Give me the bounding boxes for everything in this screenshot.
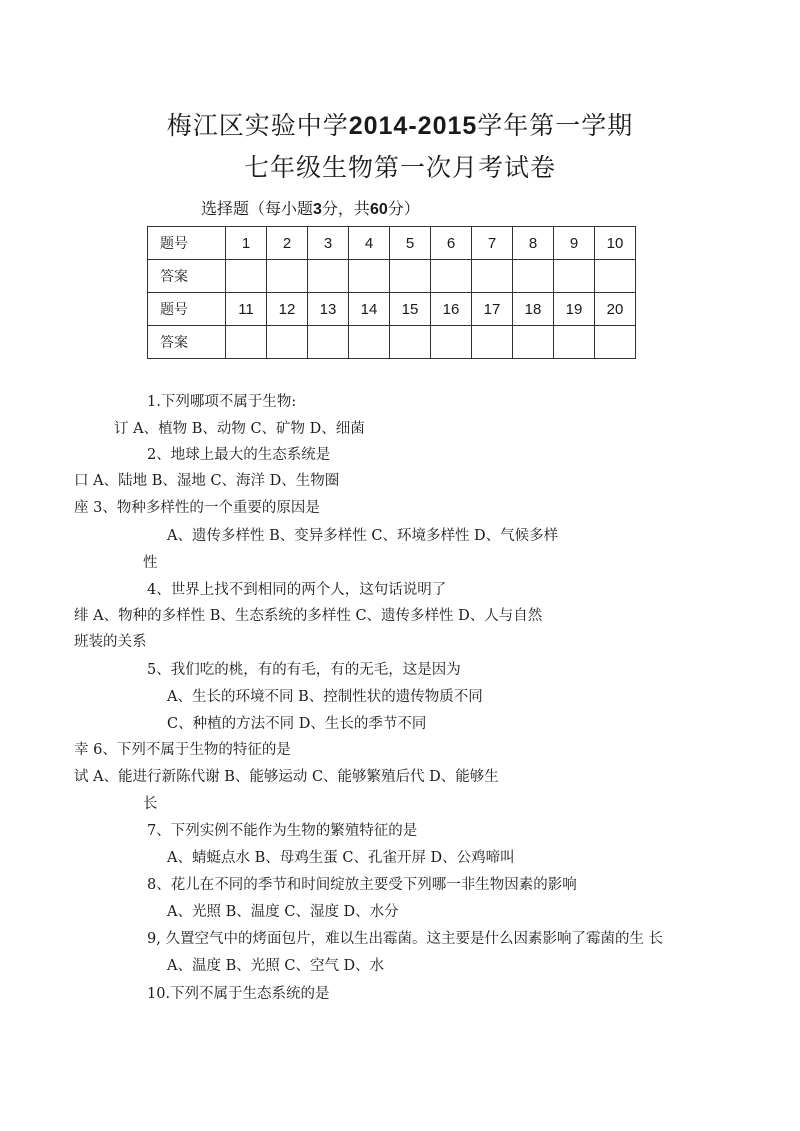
question-1: 1.下列哪项不属于生物: [147, 394, 297, 410]
answer-cell[interactable] [308, 326, 349, 359]
answer-cell[interactable] [554, 326, 595, 359]
question-number: 16 [431, 293, 472, 326]
exam-title-line1: 梅江区实验中学2014-2015学年第一学期 [166, 111, 634, 140]
question-number: 13 [308, 293, 349, 326]
question-3: 座 3、物种多样性的一个重要的原因是 [74, 500, 320, 516]
question-10: 10.下列不属于生态系统的是 [147, 986, 330, 1002]
answer-cell[interactable] [513, 326, 554, 359]
question-3-options-cont: 性 [143, 555, 158, 571]
question-5-options-cd: C、种植的方法不同 D、生长的季节不同 [167, 716, 427, 732]
question-number: 19 [554, 293, 595, 326]
answer-cell[interactable] [308, 260, 349, 293]
question-8-options: A、光照 B、温度 C、湿度 D、水分 [167, 904, 399, 920]
question-number: 1 [226, 227, 267, 260]
question-number: 17 [472, 293, 513, 326]
answer-cell[interactable] [472, 260, 513, 293]
question-5: 5、我们吃的桃，有的有毛，有的无毛，这是因为 [147, 662, 461, 678]
answer-cell[interactable] [554, 260, 595, 293]
question-number: 4 [349, 227, 390, 260]
question-4: 4、世界上找不到相同的两个人，这句话说明了 [147, 582, 447, 598]
question-9: 9, 久置空气中的烤面包片，难以生出霉菌。这主要是什么因素影响了霉菌的生 长 [147, 931, 664, 947]
exam-title-line2: 七年级生物第一次月考试卷 [243, 153, 556, 182]
row-label: 答案 [148, 326, 226, 359]
question-number: 15 [390, 293, 431, 326]
question-number: 11 [226, 293, 267, 326]
answer-cell[interactable] [226, 260, 267, 293]
answer-cell[interactable] [349, 260, 390, 293]
answer-cell[interactable] [472, 326, 513, 359]
question-2: 2、地球上最大的生态系统是 [147, 447, 331, 463]
question-6: 幸 6、下列不属于生物的特征的是 [74, 742, 291, 758]
question-number: 3 [308, 227, 349, 260]
question-5-options-ab: A、生长的环境不同 B、控制性状的遗传物质不同 [167, 689, 483, 705]
row-label: 题号 [148, 293, 226, 326]
question-9-options: A、温度 B、光照 C、空气 D、水 [167, 958, 385, 974]
answer-cell[interactable] [595, 260, 636, 293]
question-number: 8 [513, 227, 554, 260]
question-6-options-cont: 长 [143, 796, 158, 812]
question-number: 10 [595, 227, 636, 260]
question-number: 6 [431, 227, 472, 260]
table-row [148, 293, 636, 326]
question-4-options: 绯 A、物种的多样性 B、生态系统的多样性 C、遗传多样性 D、人与自然 [74, 608, 543, 624]
question-1-options: 订 A、植物 B、动物 C、矿物 D、细菌 [114, 421, 365, 437]
question-7: 7、下列实例不能作为生物的繁殖特征的是 [147, 823, 418, 839]
question-4-options-cont: 班装的关系 [74, 634, 147, 650]
question-number: 5 [390, 227, 431, 260]
question-number: 14 [349, 293, 390, 326]
question-number: 20 [595, 293, 636, 326]
table-row [148, 260, 636, 293]
row-label: 题号 [148, 227, 226, 260]
answer-cell[interactable] [595, 326, 636, 359]
question-3-options: A、遗传多样性 B、变异多样性 C、环境多样性 D、气候多样 [167, 528, 559, 544]
question-number: 18 [513, 293, 554, 326]
answer-cell[interactable] [267, 260, 308, 293]
question-7-options: A、蜻蜓点水 B、母鸡生蛋 C、孔雀开屏 D、公鸡啼叫 [167, 850, 515, 866]
answer-cell[interactable] [226, 326, 267, 359]
question-8: 8、花儿在不同的季节和时间绽放主要受下列哪一非生物因素的影响 [147, 877, 577, 893]
section-heading: 选择题（每小题3分，共60分） [201, 199, 420, 218]
table-row [148, 326, 636, 359]
question-6-options: 试 A、能进行新陈代谢 B、能够运动 C、能够繁殖后代 D、能够生 [74, 769, 499, 785]
question-number: 9 [554, 227, 595, 260]
answer-cell[interactable] [513, 260, 554, 293]
question-2-options: 口 A、陆地 B、湿地 C、海洋 D、生物圈 [74, 473, 340, 489]
answer-cell[interactable] [431, 326, 472, 359]
answer-cell[interactable] [390, 260, 431, 293]
answer-cell[interactable] [349, 326, 390, 359]
question-number: 12 [267, 293, 308, 326]
answer-cell[interactable] [390, 326, 431, 359]
table-row [148, 227, 636, 260]
answer-cell[interactable] [431, 260, 472, 293]
answer-cell[interactable] [267, 326, 308, 359]
row-label: 答案 [148, 260, 226, 293]
question-number: 2 [267, 227, 308, 260]
answer-table [147, 226, 636, 359]
question-number: 7 [472, 227, 513, 260]
